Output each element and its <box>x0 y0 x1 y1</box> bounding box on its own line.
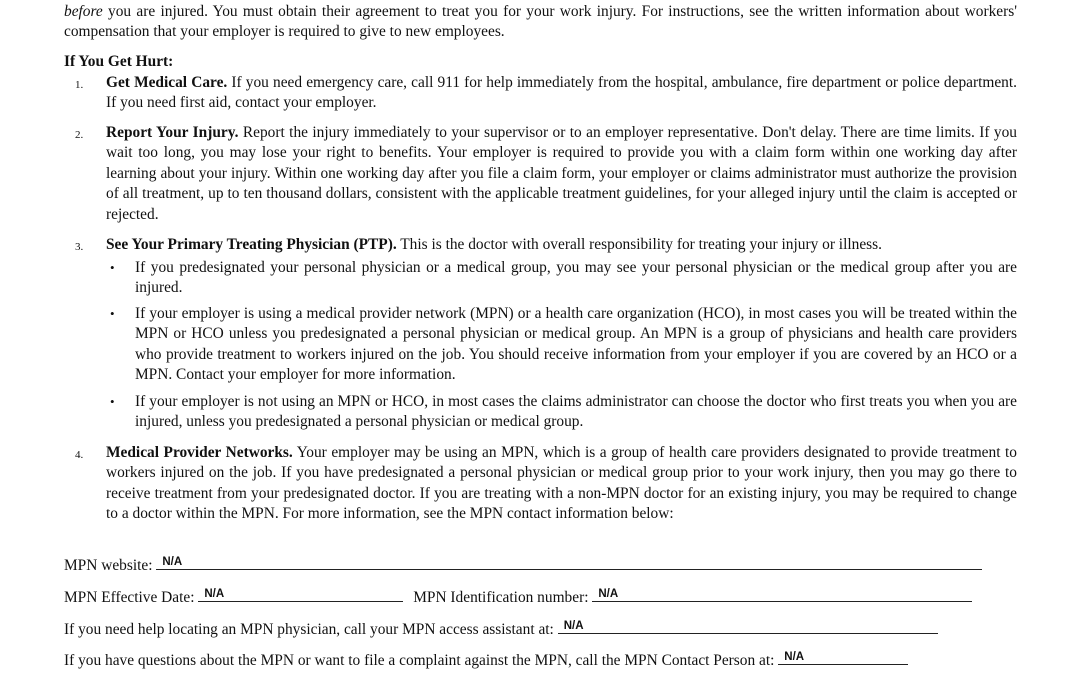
mpn-contact-field[interactable] <box>778 649 908 665</box>
list-item-2 <box>64 123 1017 225</box>
item-title: Get Medical Care. <box>106 74 228 91</box>
item-title: See Your Primary Treating Physician (PTP). <box>106 236 397 253</box>
bullet-item <box>106 392 1017 433</box>
item-body <box>106 73 1017 114</box>
mpn-date-id-row <box>64 586 972 608</box>
mpn-assistant-field[interactable] <box>558 618 938 634</box>
section-heading: If You Get Hurt: <box>64 53 174 70</box>
bullet-dot-icon: • <box>110 306 115 321</box>
item-number: 3. <box>75 241 84 253</box>
list-item-1 <box>64 73 1017 114</box>
item-text: Your employer may be using an MPN, which is a group of health care providers designated to provide treatment to workers injured on the job. If you have predesignated a personal physician or medical group prior to your work injury, then you may go there to receive treatment from your predesignated doctor. If you are treating with a non-MPN doctor for an existing injury, you may be required to change to a doctor within the MPN. For more information, see the MPN contact information below: <box>106 444 1017 523</box>
mpn-contact-value: N/A <box>784 651 805 663</box>
mpn-id-value: N/A <box>598 588 619 600</box>
item-text: Report the injury immediately to your supervisor or to an employer representative. Don't delay. There are time limits. If you wait too long, you may lose your right to benefits. Your employer is required to provide you with a claim form within one working day after learning about your injury. Within one working day after you file a claim form, your employer or claims administrator must authorize the provision of all treatment, up to ten thousand dollars, consistent with the applicable treatment guidelines, for your alleged injury until the claim is accepted or rejected. <box>106 124 1017 223</box>
mpn-website-label: MPN website: <box>64 557 153 574</box>
mpn-effective-date-value: N/A <box>204 588 225 600</box>
mpn-assistant-row <box>64 618 938 640</box>
intro-text: you are injured. You must obtain their agreement to treat you for your work injury. For instructions, see the written information about workers' compensation that your employer is required to give to new employees. <box>64 3 1017 41</box>
mpn-effective-date-field[interactable] <box>198 586 403 602</box>
item-number: 1. <box>75 79 84 91</box>
bullet-dot-icon: • <box>110 260 115 275</box>
bullet-text: If your employer is not using an MPN or HCO, in most cases the claims administrator can choose the doctor who first treats you when you are injured, unless you predesignated a personal physician or medical group. <box>135 393 1017 431</box>
item-number: 4. <box>75 449 84 461</box>
intro-paragraph <box>64 2 1017 43</box>
bullet-item <box>106 258 1017 299</box>
item-number: 2. <box>75 129 84 141</box>
item-text: This is the doctor with overall responsibility for treating your injury or illness. <box>396 236 882 253</box>
bullet-text: If your employer is using a medical provider network (MPN) or a health care organization (HCO), in most cases you will be treated within the MPN or HCO unless you predesignated a personal physician or medical group. An MPN is a group of physicians and health care providers who provide treatment to workers injured on the job. You should receive information from your employer if you are covered by an HCO or a MPN. Contact your employer for more information. <box>135 305 1017 384</box>
bullet-item <box>106 304 1017 386</box>
item-title: Report Your Injury. <box>106 124 239 141</box>
mpn-contact-label: If you have questions about the MPN or want to file a complaint against the MPN, call the MPN Contact Person at: <box>64 652 775 669</box>
mpn-assistant-value: N/A <box>563 620 584 632</box>
item-text: If you need emergency care, call 911 for help immediately from the hospital, ambulance, fire department or police department. If you need first aid, contact your employer. <box>106 74 1017 112</box>
mpn-website-value: N/A <box>162 556 183 568</box>
bullet-text: If you predesignated your personal physician or a medical group, you may see your personal physician or the medical group after you are injured. <box>135 259 1017 297</box>
mpn-website-field[interactable] <box>156 554 982 570</box>
item-title: Medical Provider Networks. <box>106 444 293 461</box>
mpn-assistant-label: If you need help locating an MPN physician, call your MPN access assistant at: <box>64 621 554 638</box>
item-body <box>106 235 1017 255</box>
bullet-dot-icon: • <box>110 394 115 409</box>
mpn-id-field[interactable] <box>592 586 972 602</box>
item-body <box>106 123 1017 225</box>
intro-lead-italic: before <box>64 3 103 20</box>
list-item-4 <box>64 443 1017 525</box>
mpn-effective-date-label: MPN Effective Date: <box>64 589 195 606</box>
mpn-contact-row <box>64 649 908 671</box>
list-item-3 <box>64 235 1017 255</box>
item-body <box>106 443 1017 525</box>
mpn-id-label: MPN Identification number: <box>413 589 589 606</box>
mpn-website-row <box>64 554 982 576</box>
